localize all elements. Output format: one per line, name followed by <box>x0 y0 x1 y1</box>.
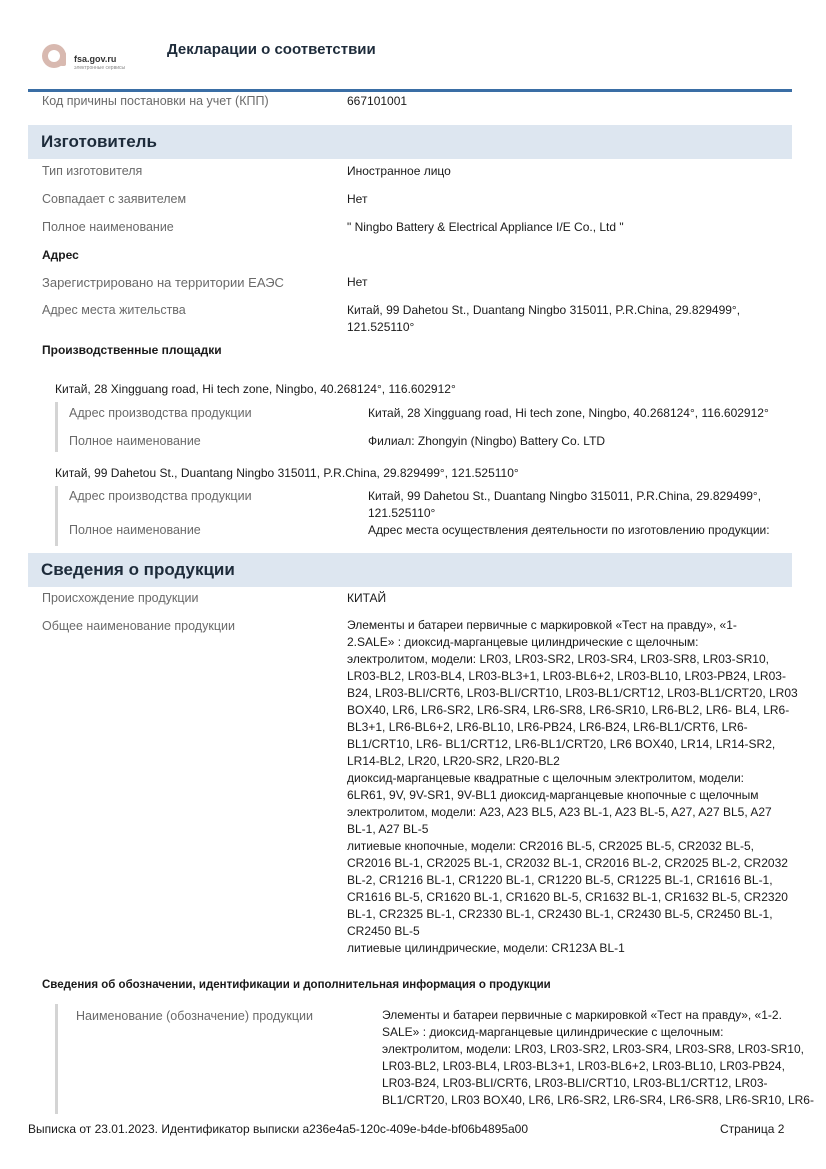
section-title: Сведения о продукции <box>41 560 235 579</box>
identification-label: Наименование (обозначение) продукции <box>76 1009 313 1023</box>
section-title: Изготовитель <box>41 132 157 151</box>
site-2-name-value: Адрес места осуществления деятельности по изготовлению продукции: <box>368 523 770 537</box>
logo-subtext: электронные сервисы <box>74 65 126 71</box>
page-title: Декларации о соответствии <box>167 41 376 58</box>
eaeu-registered-value: Нет <box>347 275 368 289</box>
manufacturer-type-value: Иностранное лицо <box>347 164 451 178</box>
logo <box>38 38 148 74</box>
identification-heading: Сведения об обозначении, идентификации и дополнительная информация о продукции <box>42 979 551 991</box>
address-heading: Адрес <box>42 248 79 262</box>
site-1-title: Китай, 28 Xingguang road, Hi tech zone, Ningbo, 40.268124°, 116.602912° <box>55 382 456 396</box>
footer-page-number: Страница 2 <box>720 1122 785 1136</box>
residence-address-value: Китай, 99 Dahetou St., Duantang Ningbo 315011, P.R.China, 29.829499°, 121.525110° <box>347 303 741 334</box>
full-name-label: Полное наименование <box>42 220 174 234</box>
section-manufacturer <box>28 125 792 159</box>
identification-value: Элементы и батареи первичные с маркировкой «Тест на правду», «1-2. SALE» : диоксид-марганцевые цилиндрические с щелочным: электролитом, модели: LR03, LR03-SR2, LR03-SR4, LR03-SR8, LR03-SR10, LR03-BL2, LR03-BL4, LR03-BL3+1, LR03-BL6+2, LR03-BL10, LR03-PB24, LR03-B24, LR03-BLI/CRT6, LR03-BLI/CRT10, LR03-BL1/CRT12, LR03- BL1/CRT20, LR03 BOX40, LR6, LR6-SR2, LR6-SR4, LR6-SR8, LR6-SR10, LR6- <box>382 1008 814 1107</box>
residence-address-label: Адрес места жительства <box>42 303 186 317</box>
full-name-value: " Ningbo Battery & Electrical Appliance I/E Co., Ltd " <box>347 220 624 234</box>
site-1-name-value: Филиал: Zhongyin (Ningbo) Battery Co. LTD <box>368 434 606 448</box>
section-product <box>28 553 792 587</box>
logo-text: fsa.gov.ru <box>74 54 117 64</box>
production-sites-heading: Производственные площадки <box>42 343 222 357</box>
site-2-bar <box>55 486 58 546</box>
site-1-bar <box>55 402 58 452</box>
eaeu-registered-label: Зарегистрировано на территории ЕАЭС <box>42 275 284 290</box>
same-as-applicant-label: Совпадает с заявителем <box>42 192 187 206</box>
kpp-label: Код причины постановки на учет (КПП) <box>42 94 269 108</box>
general-name-label: Общее наименование продукции <box>42 619 235 633</box>
general-name-value: Элементы и батареи первичные с маркировкой «Тест на правду», «1- 2.SALE» : диоксид-марганцевые цилиндрические с щелочным: электролитом, модели: LR03, LR03-SR2, LR03-SR4, LR03-SR8, LR03-SR10, LR03-BL2, LR03-BL4, LR03-BL3+1, LR03-BL6+2, LR03-BL10, LR03-PB24, LR03- B24, LR03-BLI/CRT6, LR03-BLI/CRT10, LR03-BL1/CRT12, LR03-BL1/CRT20, LR03 BOX40, LR6, LR6-SR2, LR6-SR4, LR6-SR8, LR6-SR10, LR6-BL2, LR6- BL4, LR6- BL3+1, LR6-BL6+2, LR6-BL10, LR6-PB24, LR6-B24, LR6-BL1/CRT6, LR6- BL1/CRT10, LR6- BL1/CRT12, LR6-BL1/CRT20, LR6 BOX40, LR14, LR14-SR2, LR14-BL2, LR20, LR20-SR2, LR20-BL2 диоксид-марганцевые квадратные с щелочным электролитом, модели: 6LR61, 9V, 9V-SR1, 9V-BL1 диоксид-марганцевые кнопочные с щелочным электролитом, модели: A23, A23 BL5, A23 BL-1, A23 BL-5, A27, A27 BL5, A27 BL-1, A27 BL-5 литиевые кнопочные, модели: CR2016 BL-5, CR2025 BL-5, CR2032 BL-5, CR2016 BL-1, CR2025 BL-1, CR2032 BL-1, CR2016 BL-2, CR2025 BL-2, CR2032 BL-2, CR1216 BL-1, CR1220 BL-1, CR1220 BL-5, CR1225 BL-1, CR1616 BL-1, CR1616 BL-5, CR1620 BL-1, CR1620 BL-5, CR1632 BL-1, CR1632 BL-5, CR2320 BL-1, CR2325 BL-1, CR2330 BL-1, CR2430 BL-1, CR2430 BL-5, CR2450 BL-1, CR2450 BL-5 литиевые цилиндрические, модели: CR123A BL-1 <box>347 618 798 955</box>
origin-value: КИТАЙ <box>347 591 387 605</box>
footer-extract-info: Выписка от 23.01.2023. Идентификатор выписки a236e4a5-120c-409e-b4de-bf06b4895a00 <box>28 1122 529 1136</box>
origin-label: Происхождение продукции <box>42 591 199 605</box>
manufacturer-type-label: Тип изготовителя <box>42 164 143 178</box>
site-2-address-value: Китай, 99 Dahetou St., Duantang Ningbo 315011, P.R.China, 29.829499°, 121.525110° <box>368 489 762 520</box>
site-1-address-label: Адрес производства продукции <box>69 406 252 420</box>
site-2-address-label: Адрес производства продукции <box>69 489 252 503</box>
fsa-logo-icon <box>38 38 74 74</box>
site-1-address-value: Китай, 28 Xingguang road, Hi tech zone, Ningbo, 40.268124°, 116.602912° <box>368 406 769 420</box>
header-divider <box>28 89 792 92</box>
site-2-title: Китай, 99 Dahetou St., Duantang Ningbo 315011, P.R.China, 29.829499°, 121.525110° <box>55 466 519 480</box>
identification-bar <box>55 1004 58 1114</box>
site-2-name-label: Полное наименование <box>69 523 201 537</box>
same-as-applicant-value: Нет <box>347 192 368 206</box>
site-1-name-label: Полное наименование <box>69 434 201 448</box>
kpp-value: 667101001 <box>347 94 408 108</box>
